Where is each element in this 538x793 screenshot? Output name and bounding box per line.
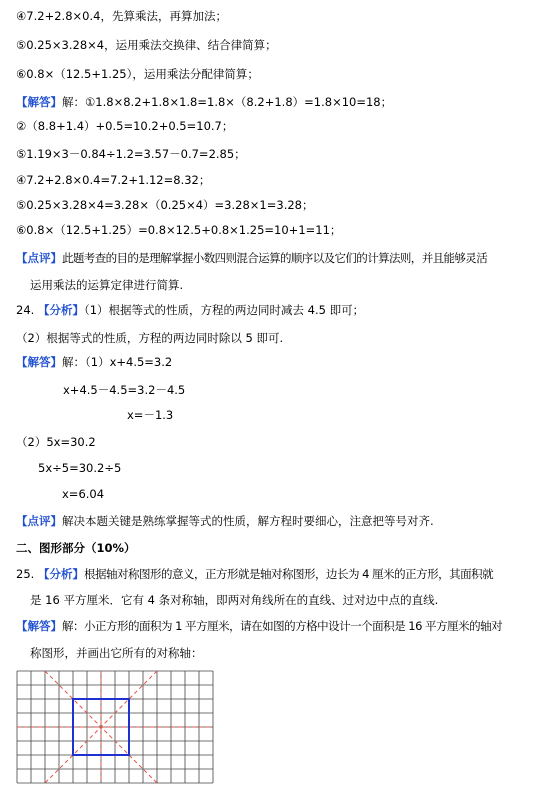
line-07: ④7.2+2.8×0.4=7.2+1.12=8.32； [16, 173, 211, 187]
line-03: ⑥0.8×（12.5+1.25），运用乘法分配律简算； [16, 67, 259, 81]
answer-tag: 【解答】 [16, 355, 62, 369]
line-10: 【点评】此题考查的目的是理解掌握小数四则混合运算的顺序以及它们的计算法则，并且能够灵活 [16, 251, 488, 265]
line-04: 【解答】解：①1.8×8.2+1.8×1.8=1.8×（8.2+1.8）=1.8×10=18； [16, 95, 393, 109]
line-14: 【解答】解：（1）x+4.5=3.2 [16, 355, 173, 369]
answer-tag: 【解答】 [16, 619, 62, 633]
line-16: x=－1.3 [127, 408, 174, 422]
line-13: （2）根据等式的性质，方程的两边同时除以 5 即可. [16, 331, 284, 345]
analysis-tag: 【分析】 [37, 567, 84, 581]
section-heading: 二、图形部分（10%） [16, 541, 136, 555]
line-05: ②（8.8+1.4）+0.5=10.2+0.5=10.7； [16, 119, 234, 133]
analysis-tag: 【分析】 [37, 303, 84, 317]
comment-tag: 【点评】 [16, 251, 62, 265]
line-15: x+4.5－4.5=3.2－4.5 [63, 383, 186, 397]
line-06: ⑤1.19×3－0.84÷1.2=3.57－0.7=2.85； [16, 147, 246, 161]
line-12: 24. 【分析】（1）根据等式的性质，方程的两边同时减去 4.5 即可； [16, 303, 365, 317]
line-08: ⑤0.25×3.28×4=3.28×（0.25×4）=3.28×1=3.28； [16, 198, 314, 212]
line-24: 【解答】解：小正方形的面积为 1 平方厘米，请在如图的方格中设计一个面积是 16 平方厘米的轴对 [16, 619, 503, 633]
comment-tag: 【点评】 [16, 514, 62, 528]
line-20: 【点评】解决本题关键是熟练掌握等式的性质，解方程时要细心，注意把等号对齐. [16, 514, 434, 528]
line-19: x=6.04 [62, 487, 105, 501]
line-25: 称图形，并画出它所有的对称轴： [30, 646, 203, 660]
line-23: 是 16 平方厘米．它有 4 条对称轴，即两对角线所在的直线、过对边中点的直线. [30, 593, 439, 607]
line-02: ⑤0.25×3.28×4，运用乘法交换律、结合律简算； [16, 38, 277, 52]
line-17: （2）5x=30.2 [16, 435, 96, 449]
line-09: ⑥0.8×（12.5+1.25）=0.8×12.5+0.8×1.25=10+1=11； [16, 223, 342, 237]
line-18: 5x÷5=30.2÷5 [38, 461, 122, 475]
line-11: 运用乘法的运算定律进行简算. [30, 278, 184, 292]
answer-tag: 【解答】 [16, 95, 62, 109]
line-22: 25. 【分析】根据轴对称图形的意义，正方形就是轴对称图形，边长为 4 厘米的正方形，其面积就 [16, 567, 494, 581]
line-01: ④7.2+2.8×0.4，先算乘法，再算加法； [16, 9, 227, 23]
grid-figure [16, 670, 216, 788]
